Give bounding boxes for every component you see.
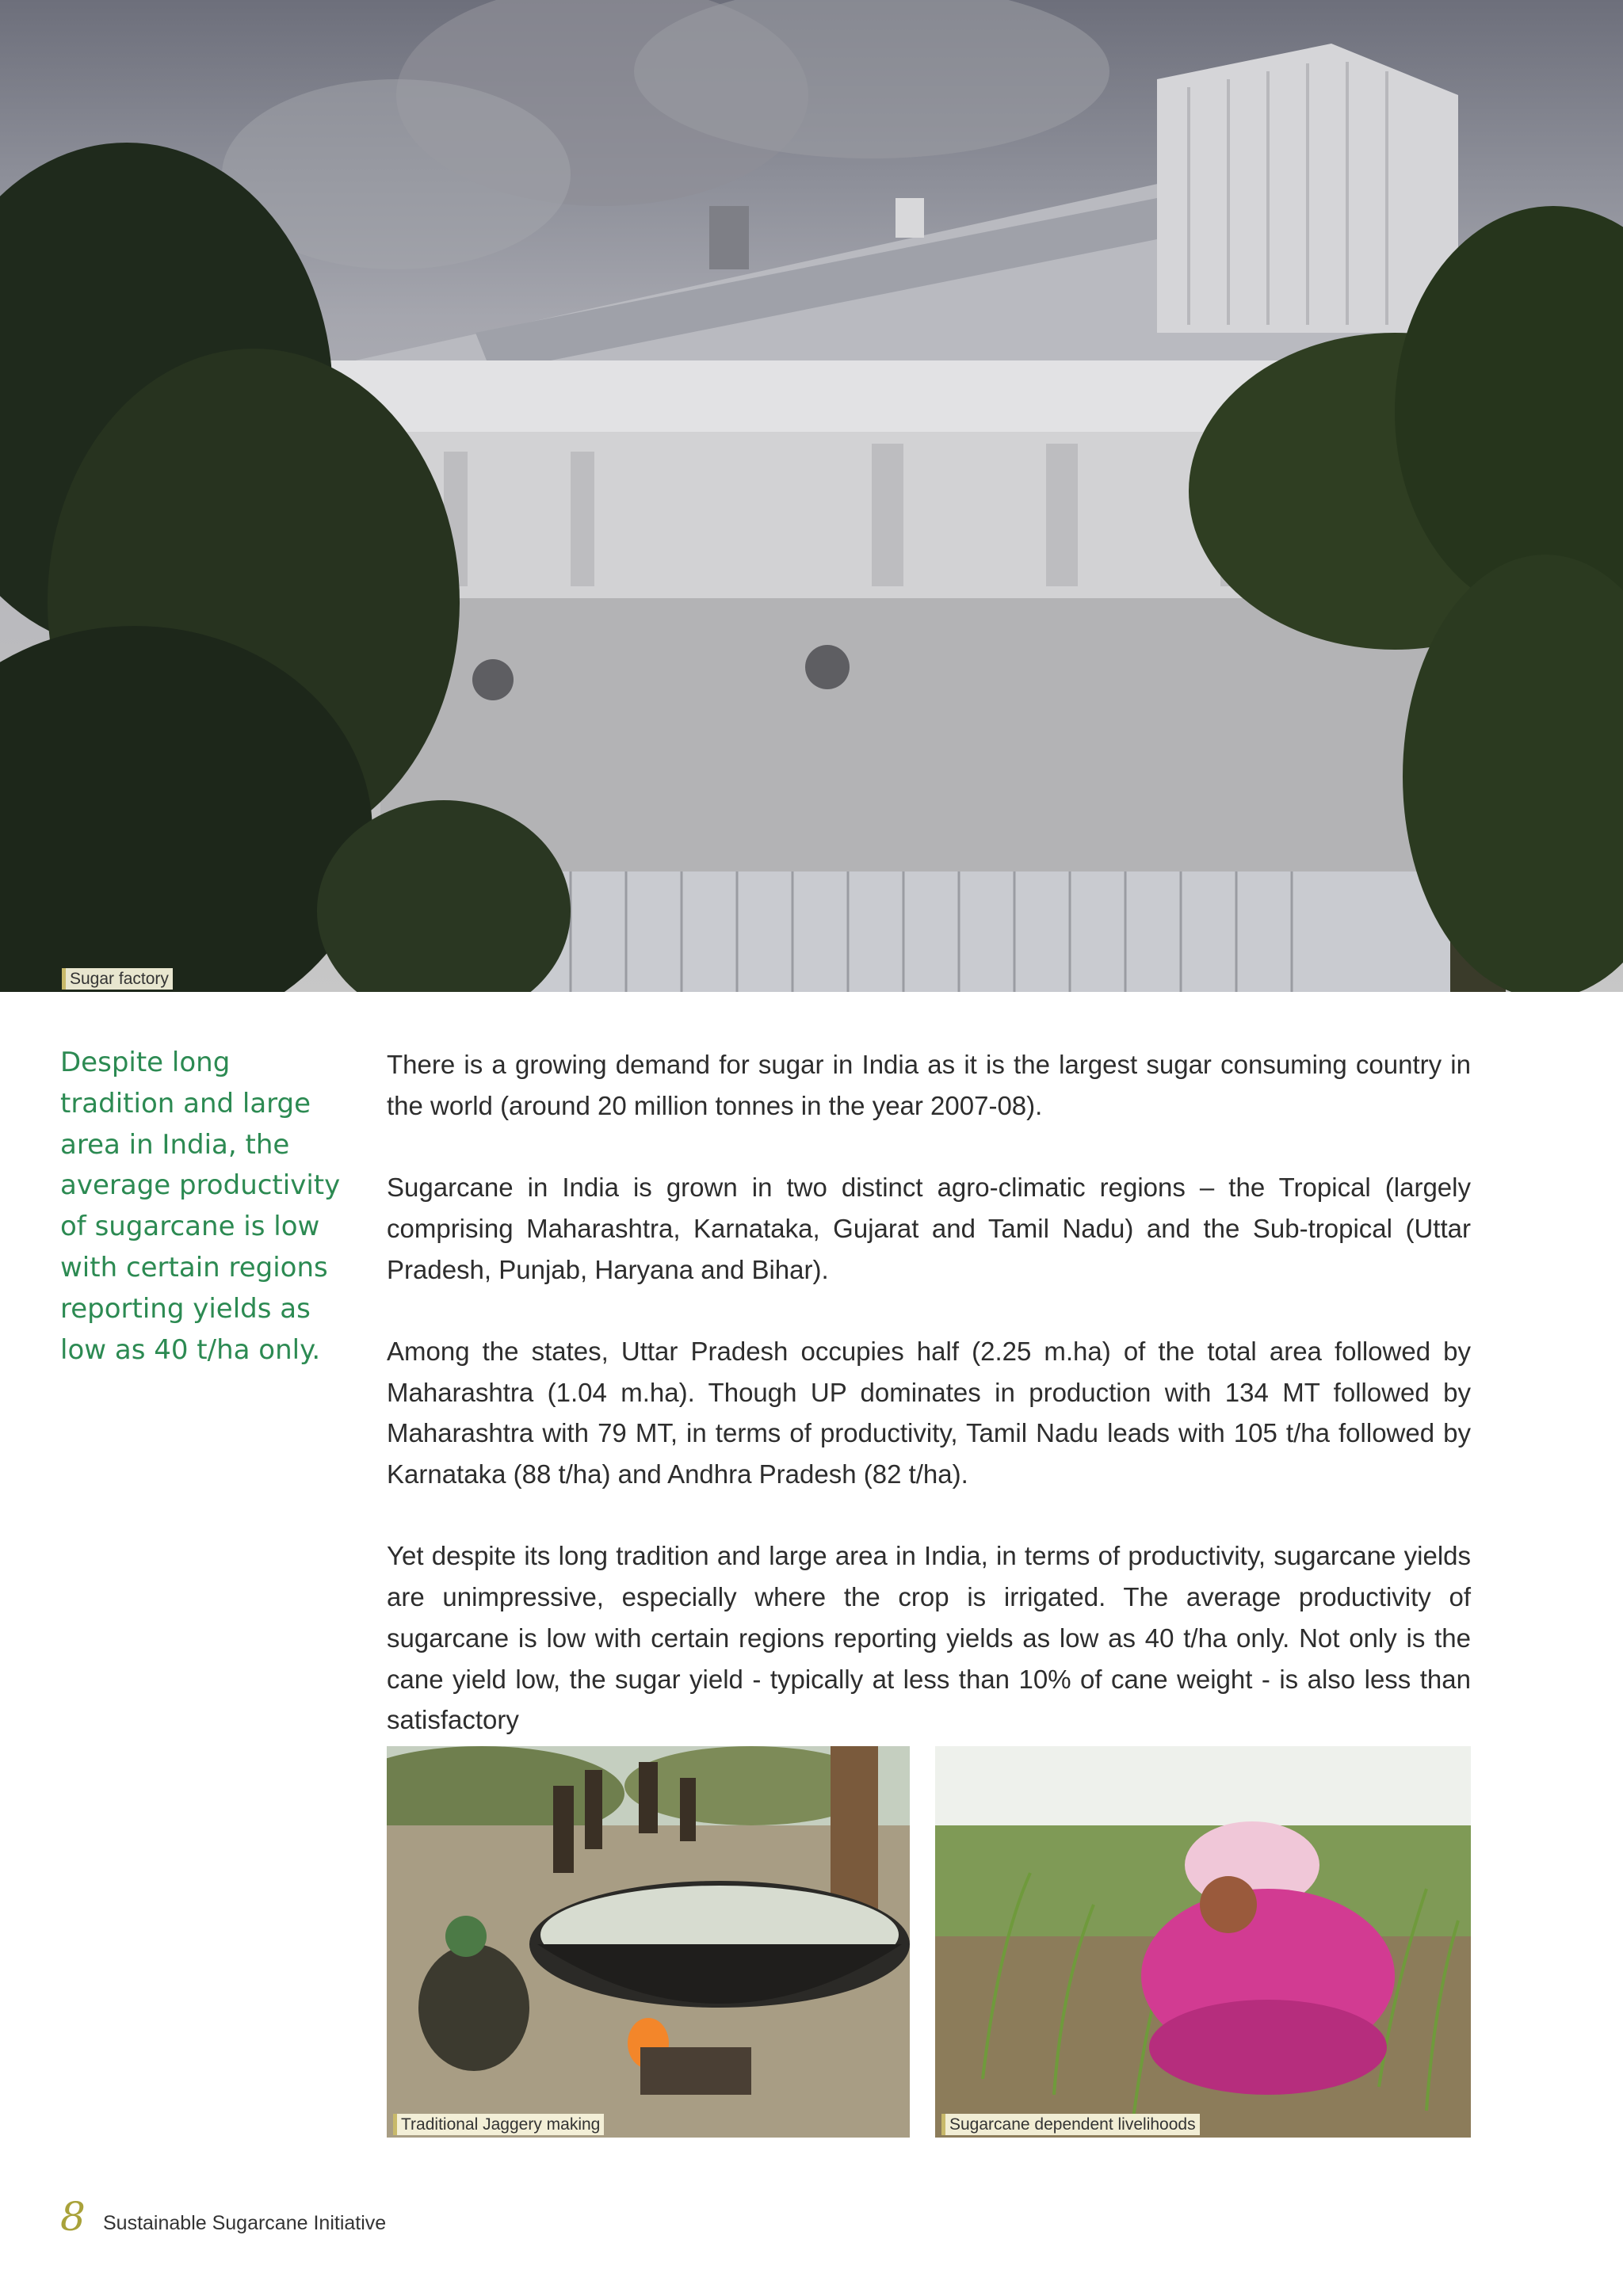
- pull-quote: Despite long tradition and large area in India, the average productivity of sugarcane is low with certain regions reporting yields as low as 40 t/ha only.: [60, 1047, 341, 1366]
- paragraph: There is a growing demand for sugar in India as it is the largest sugar consuming country in the world (around 20 million tonnes in the year 2007-08).: [387, 1050, 1471, 1120]
- sugar-factory-illustration: [0, 0, 1623, 992]
- paragraph: Among the states, Uttar Pradesh occupies half (2.25 m.ha) of the total area followed by Maharashtra (1.04 m.ha). Though UP dominates in production with 134 MT followed by Maharashtra with 79 MT, in terms of productivity, Tamil Nadu leads with 105 t/ha followed by Karnataka (88 t/ha) and Andhra Pradesh (82 t/ha).: [387, 1336, 1471, 1489]
- jaggery-photo-caption: Traditional Jaggery making: [393, 2114, 604, 2135]
- paragraph: Yet despite its long tradition and large area in India, in terms of productivity, sugarcane yields are unimpressive, especially where the crop is irrigated. The average productivity of sugarcane is low with certain regions reporting yields as low as 40 t/ha only. Not only is the cane yield low, the sugar yield - typically at less than 10% of cane weight - is also less than satisfactory: [387, 1541, 1471, 1735]
- body-text: [387, 1044, 1471, 1782]
- photo-jaggery-making: [387, 1746, 910, 2138]
- sugarcane-field-illustration: [935, 1746, 1471, 2138]
- photo-sugarcane-livelihoods: [935, 1746, 1471, 2138]
- publication-title: Sustainable Sugarcane Initiative: [103, 2212, 387, 2234]
- livelihoods-photo-caption: Sugarcane dependent livelihoods: [941, 2114, 1200, 2135]
- hero-photo-caption: Sugar factory: [62, 968, 173, 990]
- jaggery-making-illustration: [387, 1746, 910, 2138]
- paragraph: Sugarcane in India is grown in two distinct agro-climatic regions – the Tropical (largely comprising Maharashtra, Karnataka, Gujarat and Tamil Nadu) and the Sub-tropical (Uttar Pradesh, Punjab, Haryana and Bihar).: [387, 1173, 1471, 1284]
- hero-photo-sugar-factory: [0, 0, 1623, 992]
- page-number: 8: [60, 2194, 86, 2240]
